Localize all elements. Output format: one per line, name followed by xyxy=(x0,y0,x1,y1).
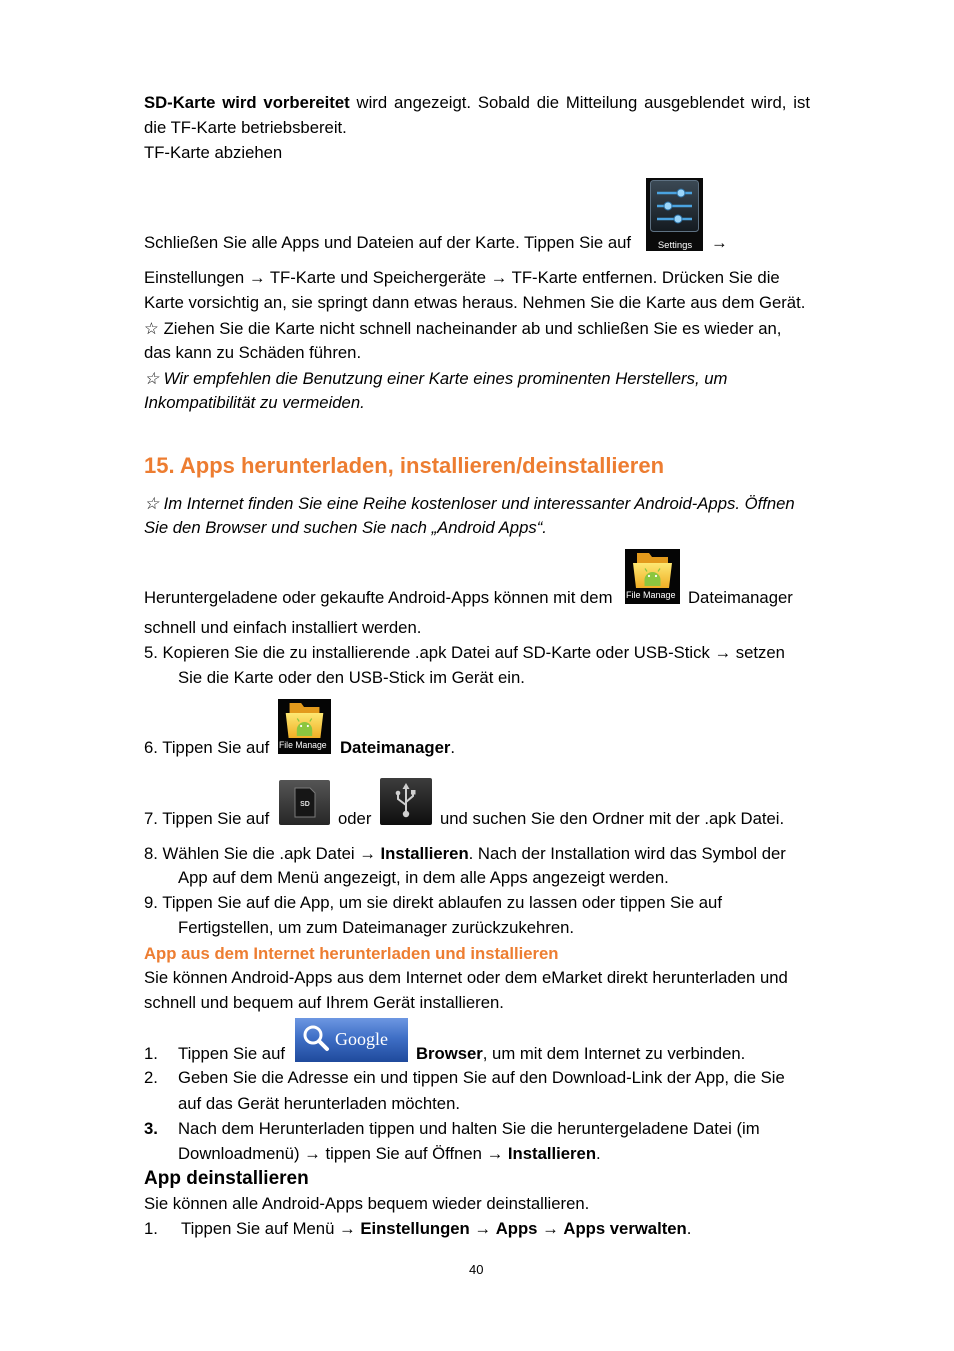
browser-bold: Browser xyxy=(416,1044,483,1063)
settings-icon-label: Settings xyxy=(657,240,693,251)
internet-step-3-line-2 xyxy=(178,1144,601,1164)
internet-step-1-text: Tippen Sie auf xyxy=(178,1044,285,1063)
arrow-separator: → xyxy=(537,1219,564,1238)
sd-card-icon-label: SD xyxy=(300,801,310,808)
internet-install-intro-line-2: schnell und bequem auf Ihrem Gerät installieren. xyxy=(144,993,504,1012)
tf-card-remove-heading: TF-Karte abziehen xyxy=(144,143,283,162)
file-manager-word: Dateimanager xyxy=(688,588,793,607)
apps-bold: Apps xyxy=(495,1219,538,1238)
internet-step-2-line-2: auf das Gerät herunterladen möchten. xyxy=(178,1094,461,1113)
internet-step-1-post: , um mit dem Internet zu verbinden. xyxy=(482,1044,746,1063)
install-intro-line-1: Heruntergeladene oder gekaufte Android-Apps können mit dem xyxy=(144,588,613,607)
uninstall-heading: App deinstallieren xyxy=(144,1168,309,1189)
internet-step-3-number: 3. xyxy=(144,1119,158,1138)
file-manager-bold: Dateimanager xyxy=(340,738,451,757)
step-8-pre: 8. Wählen Sie die .apk Datei → xyxy=(144,844,381,863)
internet-step-3-post: . xyxy=(596,1144,601,1163)
sd-card-icon xyxy=(279,780,330,825)
uninstall-step-1-period: . xyxy=(686,1219,692,1238)
uninstall-intro: Sie können alle Android-Apps bequem wieder deinstallieren. xyxy=(144,1194,590,1213)
remove-steps-line-1: Einstellungen → TF-Karte und Speichergeräte → TF-Karte entfernen. Drücken Sie die xyxy=(144,268,780,287)
install-intro-line-2: schnell und einfach installiert werden. xyxy=(144,618,422,637)
manage-apps-bold: Apps verwalten xyxy=(563,1219,687,1238)
step-6-text: 6. Tippen Sie auf xyxy=(144,738,270,757)
internet-step-3-line-1: Nach dem Herunterladen tippen und halten Sie die heruntergeladene Datei (im xyxy=(178,1119,760,1138)
remove-steps-line-2: Karte vorsichtig an, sie springt dann etwas heraus. Nehmen Sie die Karte aus dem Gerät. xyxy=(144,293,806,312)
file-manager-icon xyxy=(278,699,331,754)
sd-card-ready-line-2: die TF-Karte betriebsbereit. xyxy=(144,118,347,137)
internet-step-1-number: 1. xyxy=(144,1044,158,1063)
step-9-line-1: 9. Tippen Sie auf die App, um sie direkt ablaufen zu lassen oder tippen Sie auf xyxy=(144,893,722,912)
install-bold: Installieren xyxy=(507,1144,597,1163)
internet-step-2-line-1: Geben Sie die Adresse ein und tippen Sie auf den Download-Link der App, die Sie xyxy=(178,1068,785,1087)
note-2-line-1: ☆ Wir empfehlen die Benutzung einer Karte eines prominenten Herstellers, um xyxy=(144,369,728,388)
arrow-after-settings: → xyxy=(711,233,728,252)
internet-step-3-pre: Downloadmenü) → tippen Sie auf Öffnen → xyxy=(178,1144,508,1163)
section-15-heading: 15. Apps herunterladen, installieren/deinstallieren xyxy=(144,453,665,478)
file-manager-icon-label: File Manage xyxy=(626,590,676,600)
step-7-or: oder xyxy=(338,809,372,828)
file-manager-icon-label: File Manage xyxy=(278,739,327,751)
google-icon-label: Google xyxy=(335,1029,388,1049)
step-6-target xyxy=(340,738,455,758)
note-1-line-1: ☆ Ziehen Sie die Karte nicht schnell nacheinander ab und schließen Sie es wieder an, xyxy=(144,319,782,338)
step-5-line-2: Sie die Karte oder den USB-Stick im Gerät ein. xyxy=(178,668,525,687)
arrow-separator: → xyxy=(469,1219,496,1238)
section-15-tip-line-2: Sie den Browser und suchen Sie nach „Android Apps“. xyxy=(144,518,547,537)
step-8-line-1 xyxy=(144,844,786,864)
uninstall-step-1-number: 1. xyxy=(144,1219,158,1238)
install-bold: Installieren xyxy=(380,844,469,863)
internet-step-2-number: 2. xyxy=(144,1068,158,1087)
internet-install-heading: App aus dem Internet herunterladen und installieren xyxy=(144,944,559,963)
file-manager-icon xyxy=(625,549,680,604)
step-5-line-1: 5. Kopieren Sie die zu installierende .apk Datei auf SD-Karte oder USB-Stick → setzen xyxy=(144,643,785,662)
note-2-line-2: Inkompatibilität zu vermeiden. xyxy=(144,393,365,412)
step-8-line-2: App auf dem Menü angezeigt, in dem alle Apps angezeigt werden. xyxy=(178,868,669,887)
close-apps-instruction: Schließen Sie alle Apps und Dateien auf der Karte. Tippen Sie auf xyxy=(144,233,632,252)
sd-card-ready-text: wird angezeigt. Sobald die Mitteilung ausgeblendet wird, ist xyxy=(349,93,810,112)
sd-card-ready-line-1 xyxy=(144,93,810,113)
uninstall-step-1-text xyxy=(181,1219,691,1239)
settings-bold: Einstellungen xyxy=(360,1219,470,1238)
uninstall-step-1-pre: Tippen Sie auf Menü → xyxy=(181,1219,361,1238)
page-number: 40 xyxy=(469,1262,484,1277)
step-8-post: . Nach der Installation wird das Symbol der xyxy=(468,844,786,863)
note-1-line-2: das kann zu Schäden führen. xyxy=(144,343,362,362)
step-6-period: . xyxy=(450,738,456,757)
step-7-rest: und suchen Sie den Ordner mit der .apk Datei. xyxy=(440,809,785,828)
google-search-icon xyxy=(295,1018,408,1062)
step-7-text: 7. Tippen Sie auf xyxy=(144,809,270,828)
settings-icon xyxy=(646,178,703,251)
usb-icon xyxy=(380,778,432,825)
step-9-line-2: Fertigstellen, um zum Dateimanager zurückzukehren. xyxy=(178,918,575,937)
sd-card-ready-status: SD-Karte wird vorbereitet xyxy=(144,93,350,112)
internet-install-intro-line-1: Sie können Android-Apps aus dem Internet oder dem eMarket direkt herunterladen und xyxy=(144,968,788,987)
section-15-tip-line-1: ☆ Im Internet finden Sie eine Reihe kostenloser und interessanter Android-Apps. Öffnen xyxy=(144,494,795,513)
internet-step-1-rest xyxy=(416,1044,745,1064)
